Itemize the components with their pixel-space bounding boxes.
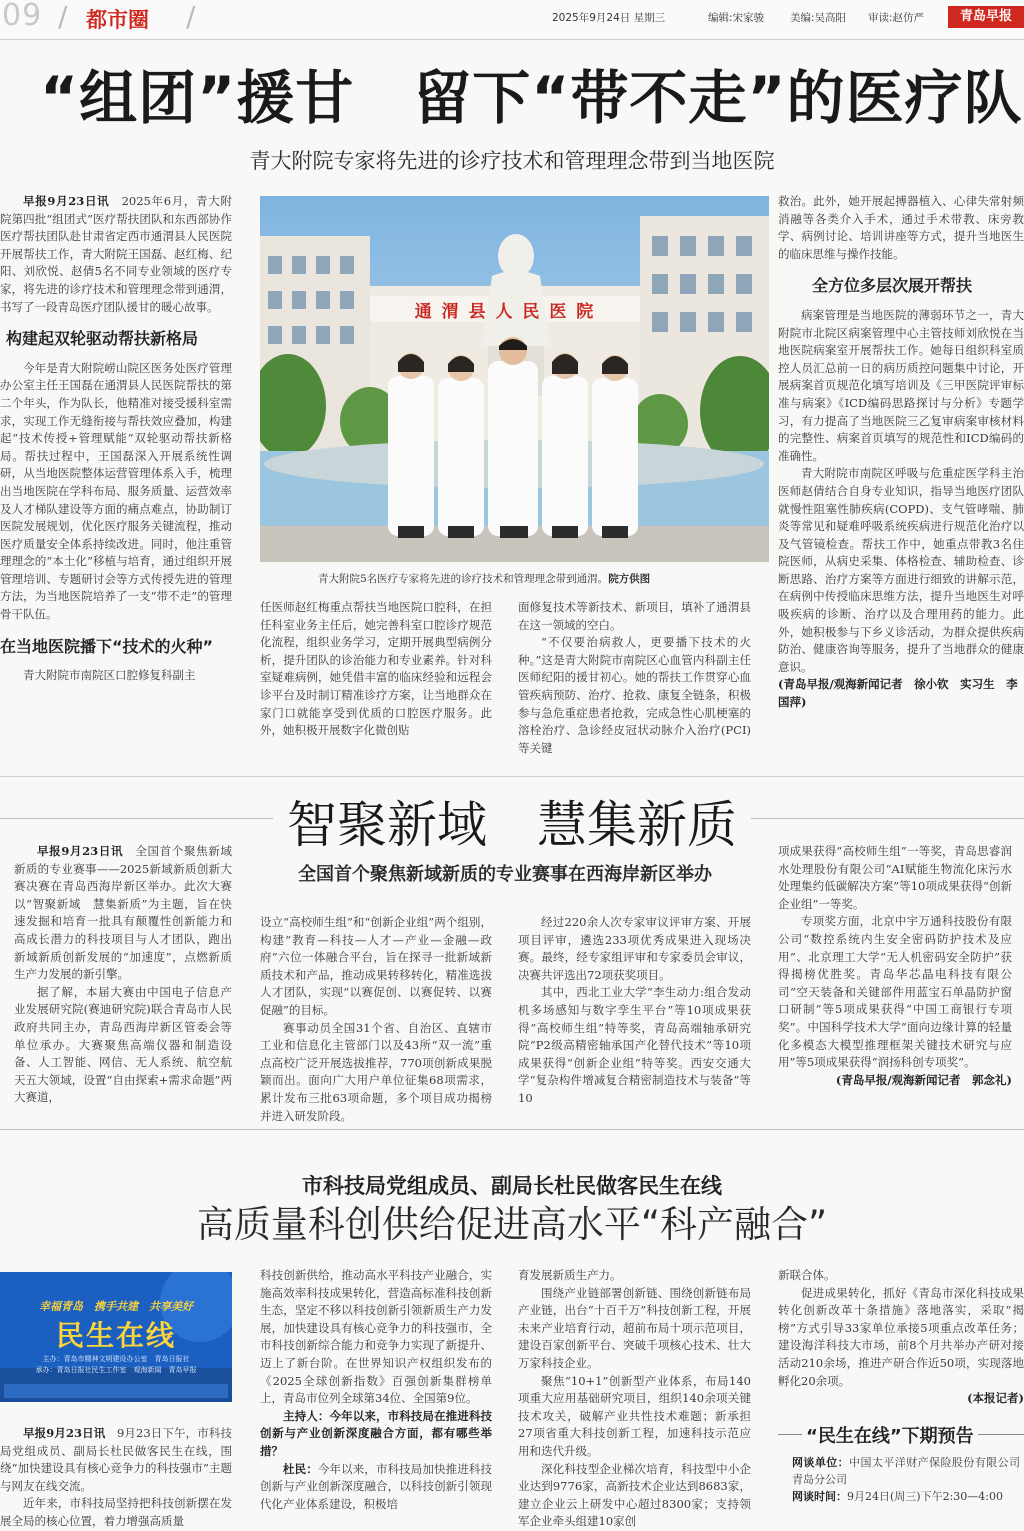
preview-unit: 中国太平洋财产保险股份有限公司青岛分公司 (792, 1456, 1020, 1486)
paragraph: 经过220余人次专家审议评审方案、开展项目评审，遴选233项优秀成果进入现场决赛。最终，经专家组评审和专家委员会审议，决赛共评选出72项获奖项目。 (518, 915, 751, 982)
paragraph: 据了解，本届大赛由中国电子信息产业发展研究院(赛迪研究院)联合青岛市人民政府共同主办，青岛西海岸新区管委会等单位承办。大赛聚焦高端仪器和制造设备、人工智能、网信、无人系统、航空航天五大领域，设置“自由探索+需求命题”两大赛道， (14, 984, 232, 1105)
article3-column-4 (778, 1267, 1024, 1411)
page-header-bar (0, 0, 1024, 40)
paragraph: 育发展新质生产力。 (518, 1268, 622, 1282)
article3-column-3 (518, 1267, 751, 1531)
preview-time-label: 网谈时间： (792, 1490, 847, 1503)
paragraph: 病案管理是当地医院的薄弱环节之一，青大附院市北院区病案管理中心主管技师刘欣悦在当地医院病案室开展帮扶工作。她每日组织科室质控人员汇总前一日的病历质控问题集中讨论，开展病案首页规范化填写培训及《三甲医院评审标准与病案》《ICD编码思路探讨与分析》专题学习，有力提高了当地医院三乙复审病案审核材料的完整性、病案首页填写的规范性和ICD编码的准确性。 (778, 307, 1024, 463)
paragraph: 面修复技术等新技术、新项目，填补了通渭县在这一领域的空白。 (518, 600, 751, 632)
banner-host: 承办：青岛日报社民生工作室 观海新闻 青岛早报 (35, 1366, 197, 1374)
editor: 编辑:宋家骏 (708, 12, 765, 24)
article2-column-1 (14, 843, 232, 1128)
paragraph: 围绕产业链部署创新链、围绕创新链布局产业链，出台“十百千万”科技创新工程，开展未来产业培育行动，超前布局十项示范项目，建设百家创新平台、突破千项核心技术、壮大万家科技企业。 (518, 1285, 751, 1370)
doctors-photo-illustration (260, 196, 769, 562)
article1-column-4 (778, 193, 1024, 758)
answer-text: 今年以来，市科技局加快推进科技创新与产业创新深度融合，以科技创新引领现代化产业体系建设，积极培 (260, 1461, 492, 1511)
preview-title: “民生在线”下期预告 (802, 1422, 978, 1448)
article3-headline: 高质量科创供给促进高水平“科产融合” (196, 1203, 828, 1246)
article1-subhead: 青大附院专家将先进的诊疗技术和管理理念带到当地医院 (249, 149, 775, 173)
paragraph: 青大附院市南院区口腔修复科副主 (23, 668, 196, 683)
livelihood-online-banner (0, 1272, 232, 1402)
article2-column-4 (778, 843, 1012, 1128)
page-number: 09 (2, 0, 43, 33)
issue-date: 2025年9月24日 星期三 (552, 12, 666, 24)
paragraph: 9月23日下午，市科技局党组成员、副局长杜民做客民生在线，围绕“加快建设具有核心竞争力的科技强市”主题与网友在线交流。 (0, 1426, 232, 1493)
caption-text: 青大附院5名医疗专家将先进的诊疗技术和管理理念带到通渭。 (318, 573, 609, 585)
dateline: 早报9月23日讯 (37, 844, 124, 858)
paragraph: 近年来，市科技局坚持把科技创新摆在发展全局的核心位置，着力增强高质量 (0, 1496, 232, 1528)
paragraph: 任医师赵红梅重点帮扶当地医院口腔科，在担任科室业务主任后，她完善科室口腔诊疗规范化流程，组织业务学习，定期开展典型病例分析，提升团队的诊治能力和专业素养。针对科室疑难病例，她凭借丰富的临床经验和远程会诊平台及时制订精准诊疗方案，让当地群众在家门口就能享受到优质的口腔医疗服务。此外，她积极开展数字化微创贴 (260, 600, 492, 738)
designer: 美编:吴高阳 (790, 12, 847, 24)
paragraph: 科技创新供给，推动高水平科技产业融合，实施高效率科技成果转化，营造高标准科技创新生态，坚定不移以科技创新引领新质生产力发展，加快建设具有核心竞争力的科技强市，全市科技创新综合能力和竞争力实现了新提升、迈上了新台阶。在世界知识产权组织发布的《2025全球创新指数》百强创新集群榜单上，青岛市位列全球第34位、全国第9位。 (260, 1268, 492, 1406)
paragraph: 设立“高校师生组”和“创新企业组”两个组别，构建“教育—科技—人才—产业—金融—政府”六位一体融合平台，旨在探寻一批新域新质技术和产品，推动成果转移转化，精准选拔人才团队，实现“以赛促创、以赛促转、以赛促融”的目标。 (260, 915, 492, 1017)
headline-text: 智聚新域 慧集新质 (273, 796, 751, 854)
article1-subtitle-2: 在当地医院播下“技术的火种” (0, 636, 214, 656)
answer-label: 杜民： (283, 1461, 318, 1476)
preview-unit-label: 网谈单位： (792, 1456, 850, 1469)
byline: (本报记者) (967, 1391, 1024, 1406)
preview-details (792, 1454, 1020, 1531)
photo-credit: 院方供图 (608, 573, 651, 585)
paragraph: 聚焦“10+1”创新型产业体系，布局140项重大应用基础研究项目，组织140余项关键技术攻关，破解产业共性技术难题；新承担27项省重大科技创新工程，加速科技示范应用和迭代升级。 (518, 1373, 751, 1458)
article1-subtitle-3: 全方位多层次展开帮扶 (812, 276, 973, 296)
paragraph: 2025年6月，青大附院第四批“组团式”医疗帮扶团队和东西部协作医疗帮扶团队赴甘肃省定西市通渭县人民医院开展帮扶工作，青大附院王国磊、赵红梅、纪阳、刘欣悦、赵倩5名不同专业领域的医疗专家，将先进的诊疗技术和管理理念带到通渭，书写了一段青岛医疗团队援甘的暖心故事。 (0, 194, 232, 314)
paragraph: 新联合体。 (778, 1268, 836, 1282)
article1-column-1 (0, 193, 232, 753)
dateline: 早报9月23日讯 (23, 194, 110, 208)
dateline: 早报9月23日讯 (23, 1426, 106, 1440)
banner-slogan: 幸福青岛 携手共建 共享美好 (39, 1300, 193, 1313)
paragraph: 救治。此外，她开展起搏器植入、心律失常射频消融等各类介入手术，通过手术带教、床旁教学、病例讨论、培训讲座等方式，提升当地医生的临床思维与操作技能。 (778, 194, 1024, 261)
article2-column-2 (260, 914, 492, 1126)
banner-organizer: 主办：青岛市精神文明建设办公室 青岛日报社 (42, 1355, 190, 1363)
proofreader: 审读:赵仿严 (868, 12, 925, 24)
photo-caption (318, 571, 768, 586)
question-text: 今年以来，市科技局在推进科技创新与产业创新深度融合方面，都有哪些举措？ (260, 1408, 492, 1458)
paragraph: 深化科技型企业梯次培育，科技型中小企业达到9776家，高新技术企业达到8683家，建立企业云上研发中心超过8300家；支持领军企业牵头组建10家创 (518, 1461, 751, 1529)
paragraph: 项成果获得“高校师生组”一等奖，青岛思睿润水处理股份有限公司“AI赋能生物流化床污水处理集约低碳解决方案”等10项成果获得“创新企业组”一等奖。 (778, 844, 1012, 911)
paragraph: 其中，西北工业大学“李生动力:组合发动机多场感知与数字孪生平台”等10项成果获得“高校师生组”特等奖，青岛高端轴承研究院“P2级高精密轴承国产化替代技术”等10项成果获得“创新企业组”特等奖。西安交通大学“复杂构件增减复合精密制造技术与装备”等10 (518, 985, 751, 1105)
article3-column-1 (0, 1425, 232, 1531)
preview-time: 9月24日(周三)下午2:30—4:00 (847, 1490, 1003, 1503)
newspaper-logo: 青岛早报 (948, 6, 1024, 28)
article1-subtitle-1: 构建起双轮驱动帮扶新格局 (6, 329, 199, 349)
article2-column-3 (518, 914, 751, 1126)
paragraph: 全国首个聚焦新域新质的专业赛事——2025新域新质创新大赛决赛在青岛西海岸新区举办。此次大赛以“智聚新域 慧集新质”为主题，旨在快速发掘和培育一批具有颠覆性创新能力和高成长潜力的科技项目与人才团队，跑出新域新质创新发展的“加速度”，点燃新质生产力发展的新引擎。 (14, 844, 232, 982)
article2-subhead: 全国首个聚焦新域新质的专业赛事在西海岸新区举办 (298, 864, 712, 885)
paragraph: 赛事动员全国31个省、自治区、直辖市工业和信息化主管部门以及43所“双一流”重点高校广泛开展选拔推荐，770项创新成果脱颖而出。面向广大用户单位征集68项需求，累计发布三批63项命题，多个项目成功揭榜并进入研发阶段。 (260, 1020, 492, 1123)
article1-photo (260, 196, 769, 562)
question-label: 主持人： (283, 1408, 330, 1423)
article3-kicker: 市科技局党组成员、副局长杜民做客民生在线 (302, 1173, 722, 1198)
article1-column-2 (260, 599, 492, 759)
article1-headline: “组团”援甘 留下“带不走”的医疗队 (40, 64, 1023, 132)
paragraph: “不仅要治病救人，更要播下技术的火种。”这是青大附院市南院区心血管内科副主任医师纪阳的援甘初心。她的帮扶工作贯穿心血管疾病预防、治疗、抢救、康复全链条，积极参与急危重症患者抢救，完成急性心肌梗塞的溶栓治疗、急诊经皮冠状动脉介入治疗(PCI)等关键 (518, 635, 751, 755)
article3-column-2 (260, 1267, 492, 1531)
hospital-sign: 通 渭 县 人 民 医 院 (414, 302, 596, 322)
paragraph: 专项奖方面，北京中宇万通科技股份有限公司“数控系统内生安全密码防护技术及应用”、北京理工大学“无人机密码安全防护”获得揭榜优胜奖。青岛华芯晶电科技有限公司“空天装备和关键部件用蓝宝石单晶防护窗口研制”等5项成果获得“中国工商银行专项奖”。中国科学技术大学“面向边缘计算的轻量化多模态大模型推理框架关键技术研究与应用”等5项成果获得“润扬科创专项奖”。 (778, 914, 1012, 1070)
paragraph: 今年是青大附院崂山院区医务处医疗管理办公室主任王国磊在通渭县人民医院帮扶的第二个年头，作为队长，他精准对接受援科室需求，实现工作无缝衔接与帮扶效应叠加，构建起“技术传授+管理赋能”双轮驱动帮扶新格局。帮扶过程中，王国磊深入开展系统性调研，从当地医院整体运营管理体系入手，梳理出当地医院在学科布局、服务质量、运营效率及人才梯队建设等方面的痛点难点，协助制订医院发展规划，优化医疗服务关键流程，推动医疗质量安全体系持续改进。同时，他注重管理理念的“本土化”移植与培育，通过组织开展管理培训、专题研讨会等方式传授先进的管理方法，为当地医院培养了一支“带不走”的管理骨干队伍。 (0, 360, 232, 622)
paragraph: 青大附院市南院区呼吸与危重症医学科主治医师赵倩结合自身专业知识，指导当地医疗团队就慢性阻塞性肺疾病(COPD)、支气管哮喘、肺炎等常见和疑难呼吸系统疾病进行规范化治疗以及气管镜检查。帮扶工作中，她重点带教3名住院医师，从病史采集、体格检查、辅助检查、诊断思路、治疗方案等方面进行细致的讲解示范，在病例中传授临床思维方法，提升当地医生对呼吸疾病的诊断、治疗以及合理用药的能力。此外，她积极参与下乡义诊活动，为群众提供疾病防治、健康咨询等服务，提升了当地群众的健康意识。 (778, 466, 1024, 674)
banner-title: 民生在线 (55, 1319, 176, 1352)
article1-column-3 (518, 599, 751, 759)
paragraph: 促进成果转化，抓好《青岛市深化科技成果转化创新改革十条措施》落地落实，采取“揭榜”方式引导33家单位承接5项重点改革任务；建设海洋科技大市场，前8个月共举办产研对接活动210余场，推进产研合作近50项，实现落地孵化20余项。 (778, 1285, 1024, 1388)
section-title: 都市圈 (86, 8, 149, 32)
section-divider (0, 776, 1024, 777)
byline: (青岛早报/观海新闻记者 郭念礼) (835, 1072, 1012, 1087)
divider-slash: / (58, 0, 68, 33)
preview-box (778, 1420, 1024, 1531)
byline: (青岛早报/观海新闻记者 徐小钦 实习生 李国萍) (778, 677, 1018, 710)
divider-slash: / (186, 0, 196, 33)
